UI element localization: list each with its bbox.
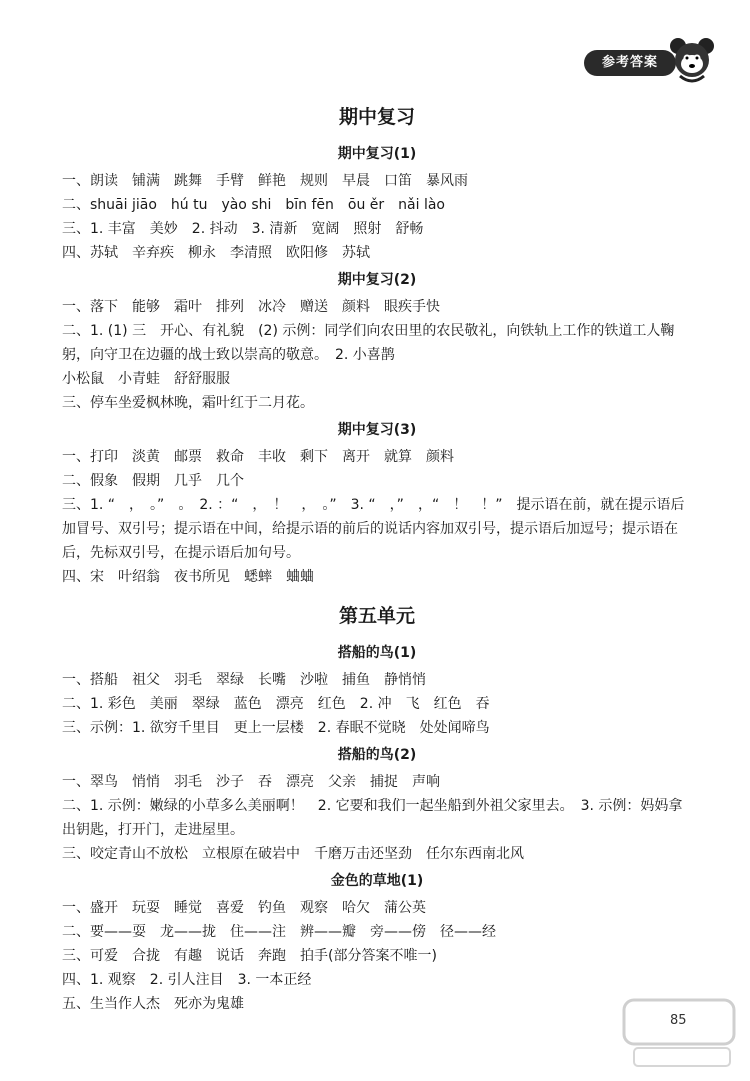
- answer-line: 二、假象 假期 几乎 几个: [62, 473, 244, 489]
- answer-line: 三、1. “ ， 。” 。 2. ：“ ， ！ ， 。” 3. “ ，” ，“ ！ ！” 提示语在前，就在提示语后加冒号、双引号；提示语在中间，给提示语的前后的说话内容加双引号，提示语后加逗号；提示语在后，先标双引号，在提示语后加句号。: [62, 497, 685, 561]
- answer-line: 三、1. 丰富 美妙 2. 抖动 3. 清新 宽阔 照射 舒畅: [62, 221, 424, 237]
- answer-line: 一、翠鸟 悄悄 羽毛 沙子 吞 漂亮 父亲 捕捉 声响: [62, 774, 440, 790]
- midterm-review-1-title: 期中复习(1): [337, 146, 417, 162]
- mascot-icon: [668, 36, 716, 86]
- answer-line: 三、停车坐爱枫林晚，霜叶红于二月花。: [62, 395, 314, 411]
- answer-page: [62, 96, 692, 1016]
- midterm-review-3-title: 期中复习(3): [337, 422, 417, 438]
- answer-line: 二、1. 彩色 美丽 翠绿 蓝色 漂亮 红色 2. 冲 飞 红色 吞: [62, 696, 490, 712]
- answer-line: 二、1. 示例：嫩绿的小草多么美丽啊！ 2. 它要和我们一起坐船到外祖父家里去。 3. 示例：妈妈拿出钥匙，打开门，走进屋里。: [62, 798, 683, 838]
- answer-line: 一、搭船 祖父 羽毛 翠绿 长嘴 沙啦 捕鱼 静悄悄: [62, 672, 426, 688]
- answer-line: 三、咬定青山不放松 立根原在破岩中 千磨万击还坚劲 任尔东西南北风: [62, 846, 524, 862]
- midterm-review-2-title: 期中复习(2): [337, 272, 417, 288]
- answer-line: 一、朗读 铺满 跳舞 手臂 鲜艳 规则 早晨 口笛 暴风雨: [62, 173, 468, 189]
- answer-key-badge: 参考答案: [584, 50, 676, 76]
- answer-line: 四、苏轼 辛弃疾 柳永 李清照 欧阳修 苏轼: [62, 245, 370, 261]
- bird-1-title: 搭船的鸟(1): [337, 645, 417, 661]
- midterm-heading: 期中复习: [338, 106, 415, 128]
- answer-line: 二、1. (1) 三 开心、有礼貌 (2) 示例：同学们向农田里的农民敬礼，向铁轨上工作的铁道工人鞠躬，向守卫在边疆的战士致以崇高的敬意。 2. 小喜鹊: [62, 323, 675, 363]
- bird-2-title: 搭船的鸟(2): [337, 747, 417, 763]
- answer-line: 一、落下 能够 霜叶 排列 冰冷 赠送 颜料 眼疾手快: [62, 299, 440, 315]
- answer-line: 二、shuāi jiāo hú tu yào shi bīn fēn ōu ěr nǎi lào: [62, 197, 445, 213]
- answer-line: 二、要——耍 龙——拢 住——注 辨——瓣 旁——傍 径——经: [62, 924, 496, 940]
- answer-line: 三、可爱 合拢 有趣 说话 奔跑 拍手(部分答案不唯一): [62, 948, 437, 964]
- answer-line: 一、盛开 玩耍 睡觉 喜爱 钓鱼 观察 哈欠 蒲公英: [62, 900, 426, 916]
- page-number: 85: [670, 1013, 687, 1028]
- answer-line: 四、宋 叶绍翁 夜书所见 蟋蟀 蛐蛐: [62, 569, 314, 585]
- answer-line: 三、示例：1. 欲穷千里目 更上一层楼 2. 春眠不觉晓 处处闻啼鸟: [62, 720, 490, 736]
- answer-line: 一、打印 淡黄 邮票 救命 丰收 剩下 离开 就算 颜料: [62, 449, 454, 465]
- answer-line: 五、生当作人杰 死亦为鬼雄: [62, 996, 244, 1012]
- unit-five-heading: 第五单元: [338, 605, 415, 627]
- watermark-logo-icon: [620, 992, 738, 1072]
- answer-line: 小松鼠 小青蛙 舒舒服服: [62, 371, 230, 387]
- answer-line: 四、1. 观察 2. 引人注目 3. 一本正经: [62, 972, 312, 988]
- meadow-1-title: 金色的草地(1): [330, 873, 424, 889]
